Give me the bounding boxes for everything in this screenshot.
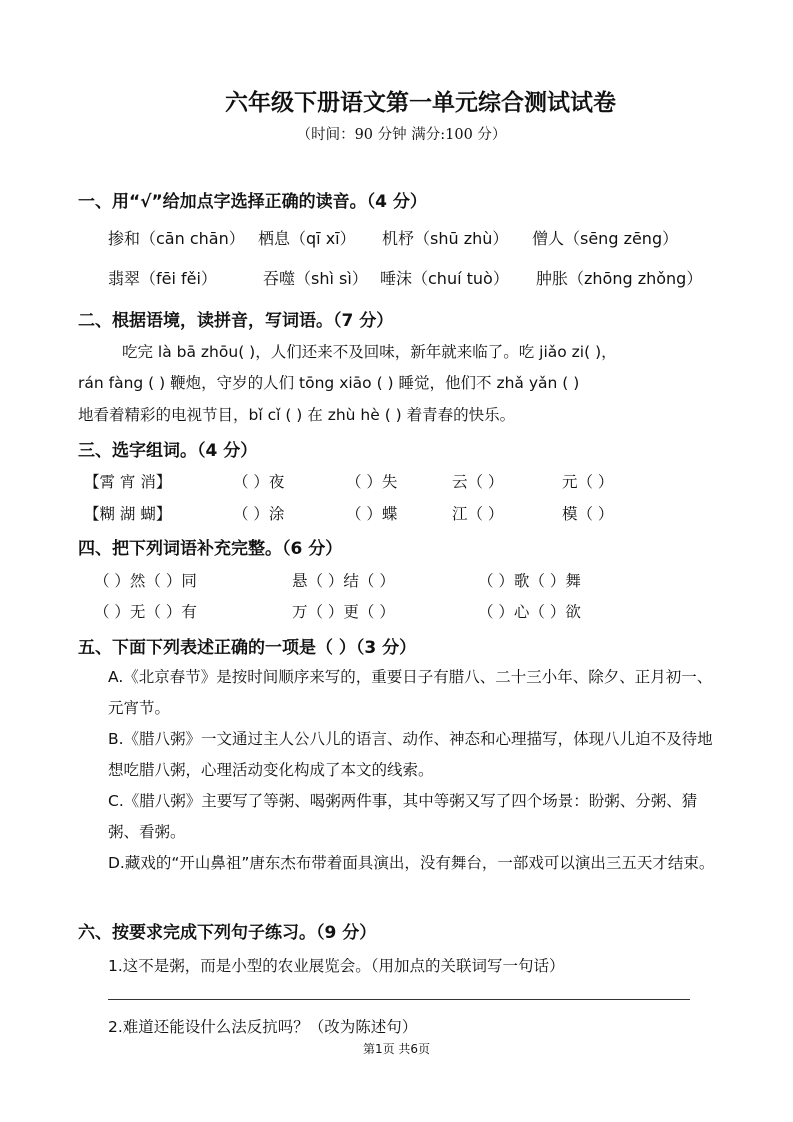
s3-blank: 元（ ）: [562, 473, 614, 491]
s2-line-3: 地看着精彩的电视节目，bǐ cǐ ( ) 在 zhù hè ( ) 着青春的快乐。: [78, 406, 516, 424]
section-6-heading: 六、按要求完成下列句子练习。（9 分）: [78, 923, 377, 943]
s3-blank: （ ）涂: [233, 505, 285, 523]
s3-blank: （ ）夜: [233, 473, 285, 491]
s6-question-1: 1.这不是粥，而是小型的农业展览会。（用加点的关联词写一句话）: [108, 957, 565, 975]
s1-item: 唾沫（chuí tuò）: [380, 269, 509, 288]
option-a: A.《北京春节》是按时间顺序来写的，重要日子有腊八、二十三小年、除夕、正月初一、元宵节。: [108, 668, 713, 717]
s1-item: 僧人（sēng zēng）: [532, 229, 679, 248]
s3-blank: 江（ ）: [452, 505, 504, 523]
s3-chars: 【糊 湖 蝴】: [84, 505, 172, 523]
section-1-heading: 一、用“√”给加点字选择正确的读音。（4 分）: [78, 192, 427, 212]
answer-line: [108, 999, 690, 1000]
s3-blank: （ ）失: [346, 473, 398, 491]
option-d: D.藏戏的“开山鼻祖”唐东杰布带着面具演出，没有舞台，一部戏可以演出三五天才结束。: [108, 854, 715, 872]
s3-chars: 【霄 宵 消】: [84, 473, 172, 491]
s2-line-1: 吃完 là bā zhōu( )，人们还来不及回味，新年就来临了。吃 jiǎo zi( )，: [122, 343, 617, 361]
option-b: B.《腊八粥》一文通过主人公八儿的语言、动作、神态和心理描写，体现八儿迫不及待地想吃腊八粥，心理活动变化构成了本文的线索。: [108, 730, 713, 779]
s1-item: 栖息（qī xī）: [258, 229, 356, 248]
s2-line-2: rán fàng ( ) 鞭炮，守岁的人们 tōng xiāo ( ) 睡觉，他们不 zhǎ yǎn ( ): [78, 374, 580, 392]
page-subtitle: （时间：90 分钟 满分:100 分）: [296, 127, 507, 143]
s1-item: 吞噬（shì sì）: [263, 269, 368, 288]
s1-item: 掺和（cān chān）: [108, 229, 245, 248]
s4-idiom: 悬（ ）结（ ）: [292, 572, 395, 590]
s4-idiom: 万（ ）更（ ）: [292, 603, 395, 621]
s4-idiom: （ ）歌（ ）舞: [478, 572, 581, 590]
section-5-heading: 五、下面下列表述正确的一项是（ ）（3 分）: [78, 638, 417, 658]
option-c: C.《腊八粥》主要写了等粥、喝粥两件事，其中等粥又写了四个场景：盼粥、分粥、猜粥、看粥。: [108, 792, 698, 841]
s3-blank: （ ）蝶: [346, 505, 398, 523]
s4-idiom: （ ）然（ ）同: [94, 572, 197, 590]
s3-blank: 模（ ）: [562, 505, 614, 523]
s6-question-2: 2.难道还能设什么法反抗吗？（改为陈述句）: [108, 1018, 418, 1036]
section-2-heading: 二、根据语境，读拼音，写词语。（7 分）: [78, 311, 394, 331]
s1-item: 肿胀（zhōng zhǒng）: [536, 269, 703, 288]
section-4-heading: 四、把下列词语补充完整。（6 分）: [78, 539, 343, 559]
section-3-heading: 三、选字组词。（4 分）: [78, 441, 258, 461]
s3-blank: 云（ ）: [452, 473, 504, 491]
page-footer: 第1页 共6页: [362, 1042, 431, 1056]
s4-idiom: （ ）无（ ）有: [94, 603, 197, 621]
s1-item: 机杼（shū zhù）: [382, 229, 509, 248]
s1-item: 翡翠（fēi fěi）: [108, 269, 217, 288]
s4-idiom: （ ）心（ ）欲: [478, 603, 581, 621]
page-title: 六年级下册语文第一单元综合测试试卷: [225, 90, 616, 116]
